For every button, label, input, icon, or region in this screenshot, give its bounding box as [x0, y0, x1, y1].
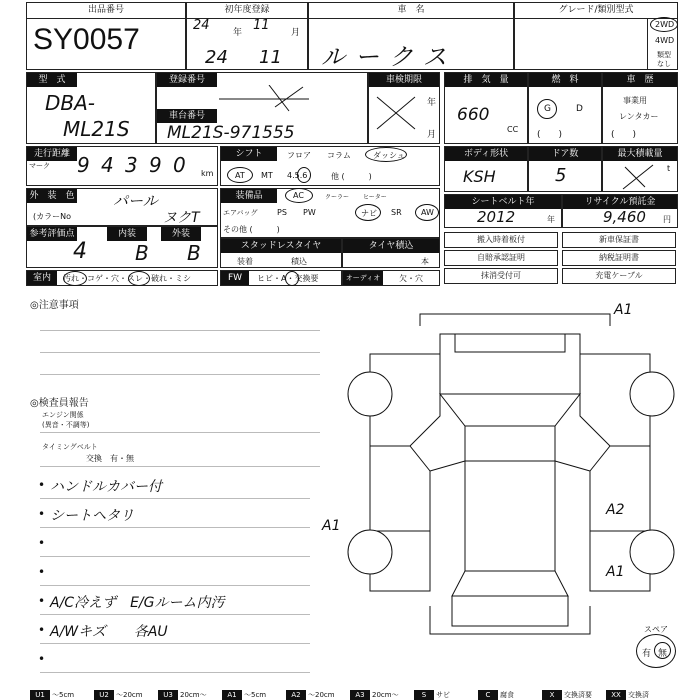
damage-mark-right-rear: A1	[606, 564, 625, 580]
remark-line: シートヘタリ	[50, 508, 134, 524]
mileage-unit: km	[201, 169, 214, 178]
equip-pw: PW	[303, 208, 316, 217]
rear-window	[452, 571, 568, 596]
equip-tv: ナビ	[361, 209, 377, 218]
legend-code: XX	[606, 690, 626, 700]
displacement-unit: CC	[507, 125, 519, 134]
equip-tv-circle	[355, 204, 381, 221]
drive-none-2: なし	[657, 60, 671, 68]
document-item: 抹消受付可	[444, 268, 558, 284]
documents-grid	[444, 232, 678, 286]
displacement-box	[444, 72, 528, 144]
equip-sr: SR	[391, 208, 402, 217]
car-name-box	[308, 2, 514, 70]
damage-legend	[30, 690, 678, 700]
legend-code: U1	[30, 690, 50, 700]
doors-value: 5	[555, 165, 567, 186]
legend-desc: 20cm〜	[372, 691, 399, 699]
body-box	[444, 146, 528, 192]
inspection-year-unit: 年	[427, 98, 437, 108]
inspection-box	[368, 72, 440, 144]
mileage-digit: 3	[125, 153, 138, 177]
fuel-g-circle	[537, 99, 557, 119]
wheel-rear-right	[630, 530, 674, 574]
legend-desc: 交換済	[628, 691, 649, 699]
document-item: 新車保証書	[562, 232, 676, 248]
equip-ac: AC	[293, 191, 304, 200]
doors-label: ドア数	[529, 147, 601, 161]
legend-desc: 〜5cm	[52, 691, 75, 699]
legend-code: A1	[222, 690, 242, 700]
engine-label: エンジン関係	[42, 411, 84, 419]
fw-a-circle	[285, 271, 299, 286]
grade-label: グレード/類別型式	[515, 3, 677, 19]
chassis-number: ML21S-971555	[167, 123, 295, 143]
interior-cond-items: 汚れ・コゲ・穴・スレ・破れ・ミシ	[63, 274, 191, 283]
reg-month: 11	[259, 47, 282, 68]
wheel-front-left	[348, 372, 392, 416]
equip-aw-circle	[415, 204, 439, 221]
interior-label: 内装	[107, 227, 147, 241]
shift-dash: ダッシュ	[373, 151, 405, 160]
shift-gears: 4.5.6	[287, 171, 308, 180]
interior-wear-circle	[128, 271, 150, 286]
evaluation-box	[26, 226, 218, 268]
remark-bullet: •	[38, 536, 46, 550]
remark-bullet: •	[38, 478, 46, 492]
fw-row	[220, 270, 342, 286]
shift-at: AT	[235, 171, 245, 180]
document-item: 納税証明書	[562, 250, 676, 266]
front-bumper	[420, 314, 610, 326]
seatbelt-unit: 年	[547, 215, 555, 224]
seatbelt-label: シートベルト年	[445, 195, 561, 209]
reg-year-small: 24	[193, 18, 210, 33]
interior-cond-label: 室内	[27, 271, 57, 285]
tire-box	[342, 238, 440, 268]
shift-gear-circle	[297, 167, 311, 183]
shift-floor: フロア	[287, 151, 311, 160]
first-registration-box	[186, 2, 308, 70]
mileage-digit: 0	[173, 153, 186, 177]
audio-label: オーディオ	[343, 271, 383, 285]
inspection-label: 車検期限	[369, 73, 439, 87]
shift-dash-circle	[365, 147, 407, 162]
legend-code: U2	[94, 690, 114, 700]
recycle-label: リサイクル預託金	[563, 195, 677, 209]
windshield	[440, 394, 580, 426]
legend-desc: 〜20cm	[116, 691, 143, 699]
legend-code: X	[542, 690, 562, 700]
remark-line: ハンドルカバー付	[50, 479, 162, 495]
grade-box	[514, 2, 678, 70]
legend-desc: 20cm〜	[180, 691, 207, 699]
interior-stain-circle	[63, 271, 87, 286]
legend-desc: サビ	[436, 691, 450, 699]
history-box	[602, 72, 678, 144]
legend-code: C	[478, 690, 498, 700]
history-rental: レンタカー	[619, 112, 659, 121]
equip-ps: PS	[277, 208, 287, 217]
drive-none-1: 類型	[657, 51, 671, 59]
fuel-box	[528, 72, 602, 144]
shift-other: 他 ( )	[331, 172, 372, 181]
drive-4wd: 4WD	[655, 36, 675, 45]
model-box	[26, 72, 156, 144]
fw-items: ヒビ・A・交換要	[257, 274, 319, 283]
capacity-box	[602, 146, 678, 192]
seatbelt-value: 2012	[477, 208, 516, 226]
body-label: ボディ形状	[445, 147, 527, 161]
first-registration-label: 初年度登録	[187, 3, 307, 19]
mileage-label: 走行距離	[27, 147, 77, 161]
body-value: KSH	[463, 167, 496, 186]
history-business: 事業用	[623, 96, 647, 105]
registration-box	[156, 72, 368, 144]
eval-label: 参考評価点	[27, 227, 77, 241]
roof	[465, 461, 555, 571]
car-damage-diagram	[340, 296, 680, 646]
tire-label: タイヤ積込	[343, 239, 439, 253]
remark-bullet: •	[38, 565, 46, 579]
recycle-box	[562, 194, 678, 228]
legend-desc: 〜20cm	[308, 691, 335, 699]
equip-heater: ヒーター	[363, 194, 387, 201]
caution-label: ◎注意事項	[30, 300, 79, 311]
color-value: パール	[113, 192, 158, 210]
drive-2wd: 2WD	[655, 20, 675, 29]
lot-number-box	[26, 2, 186, 70]
mileage-digit: 9	[77, 153, 90, 177]
inspection-cross	[373, 93, 423, 133]
legend-desc: 交換済要	[564, 691, 592, 699]
capacity-cross	[619, 163, 659, 191]
history-paren: ( )	[611, 130, 637, 140]
equip-other: その他 ( )	[223, 225, 280, 234]
remark-line: A/C冷えず E/Gルーム内汚	[50, 595, 225, 611]
document-item: 搬入時着板付	[444, 232, 558, 248]
fuel-label: 燃 料	[529, 73, 601, 87]
interior-value: B	[135, 241, 149, 265]
spare-no: 無	[658, 649, 668, 659]
timing-label: タイミングベルト	[42, 443, 98, 451]
left-front-door	[370, 446, 430, 531]
shift-at-circle	[227, 167, 253, 183]
engine-sub: (異音・不調等)	[42, 421, 90, 429]
damage-mark-right-front: A2	[606, 502, 625, 518]
reg-number-label: 登録番号	[157, 73, 217, 87]
reg-month-small: 11	[253, 18, 270, 33]
model-line2: ML21S	[63, 117, 130, 141]
reg-year: 24	[205, 47, 228, 68]
legend-desc: 〜5cm	[244, 691, 267, 699]
equip-cooler: クーラー	[325, 194, 350, 201]
rear-bumper	[430, 606, 590, 634]
studless-label: スタッドレスタイヤ	[221, 239, 341, 253]
remark-bullet: •	[38, 652, 46, 666]
studless-a: 装着	[237, 257, 253, 266]
model-line1: DBA-	[45, 91, 96, 115]
shift-box	[220, 146, 440, 186]
right-front-door	[590, 446, 650, 531]
remark-bullet: •	[38, 623, 46, 637]
mileage-mark: マーク	[29, 162, 50, 170]
reg-month-unit-top: 月	[291, 28, 301, 38]
history-label: 車 歴	[603, 73, 677, 87]
drive-2wd-circle	[650, 17, 678, 32]
legend-code: S	[414, 690, 434, 700]
spare-label: スペア	[644, 625, 668, 634]
lot-number: SY0057	[33, 23, 140, 56]
legend-code: U3	[158, 690, 178, 700]
color-label: 外 装 色	[27, 189, 77, 203]
mileage-box	[26, 146, 218, 186]
shift-label: シフト	[221, 147, 277, 161]
capacity-label: 最大積載量	[603, 147, 677, 161]
shift-column: コラム	[327, 151, 351, 160]
capacity-unit: t	[667, 164, 671, 173]
mileage-digit: 9	[149, 153, 162, 177]
recycle-value: 9,460	[603, 208, 646, 226]
reg-year-unit-top: 年	[233, 28, 243, 38]
exterior-label: 外装	[161, 227, 201, 241]
hood	[440, 334, 580, 394]
color-box	[26, 188, 218, 226]
audio-row	[342, 270, 440, 286]
remark-bullet: •	[38, 594, 46, 608]
equip-airbag: エアバッグ	[223, 209, 258, 217]
legend-desc: 腐食	[500, 691, 514, 699]
car-name-label: 車 名	[309, 3, 513, 19]
lot-number-label: 出品番号	[27, 3, 185, 19]
fw-label: FW	[221, 271, 249, 285]
shift-mt: MT	[261, 171, 273, 180]
studless-b: 積込	[291, 257, 307, 266]
studless-box	[220, 238, 342, 268]
eval-value: 4	[73, 239, 87, 264]
audio-items: 欠・穴	[399, 274, 423, 283]
chassis-label: 車台番号	[157, 109, 217, 123]
timing-exchange: 交換 有・無	[86, 454, 134, 463]
color-no-label: (カラーNo	[33, 212, 71, 221]
legend-code: A3	[350, 690, 370, 700]
document-item: 充電ケーブル	[562, 268, 676, 284]
mileage-digit: 4	[101, 153, 114, 177]
legend-code: A2	[286, 690, 306, 700]
car-name: ルークス	[321, 43, 457, 71]
interior-condition-row	[26, 270, 218, 286]
spare-no-circle	[654, 642, 671, 659]
wheel-rear-left	[348, 530, 392, 574]
equip-ac-circle	[285, 188, 313, 203]
model-label: 型 式	[27, 73, 77, 87]
fuel-d: D	[576, 104, 583, 114]
inspector-label: ◎検査員報告	[30, 398, 89, 409]
doors-box	[528, 146, 602, 192]
damage-mark-front-bumper: A1	[614, 302, 633, 318]
remark-bullet: •	[38, 507, 46, 521]
recycle-unit: 円	[663, 215, 671, 224]
displacement-value: 660	[457, 105, 490, 125]
color-no-value: ヌクT	[163, 210, 200, 226]
spare-yes: 有	[642, 649, 652, 659]
document-item: 自賠承認証明	[444, 250, 558, 266]
equipment-box	[220, 188, 440, 238]
wheel-front-right	[630, 372, 674, 416]
tire-unit: 本	[421, 257, 429, 266]
tailgate	[452, 596, 568, 626]
seatbelt-box	[444, 194, 562, 228]
remark-line: A/Wキズ 各AU	[50, 624, 168, 640]
exterior-value: B	[187, 241, 201, 265]
fuel-g: G	[544, 104, 551, 114]
reg-number-cross	[219, 85, 319, 113]
fuel-paren: ( )	[537, 130, 563, 140]
displacement-label: 排 気 量	[445, 73, 527, 87]
inspection-month-unit: 月	[427, 130, 437, 140]
remarks-list	[30, 476, 320, 676]
equipment-label: 装備品	[221, 189, 277, 203]
damage-mark-left: A1	[322, 518, 341, 534]
equip-aw: AW	[421, 208, 434, 217]
